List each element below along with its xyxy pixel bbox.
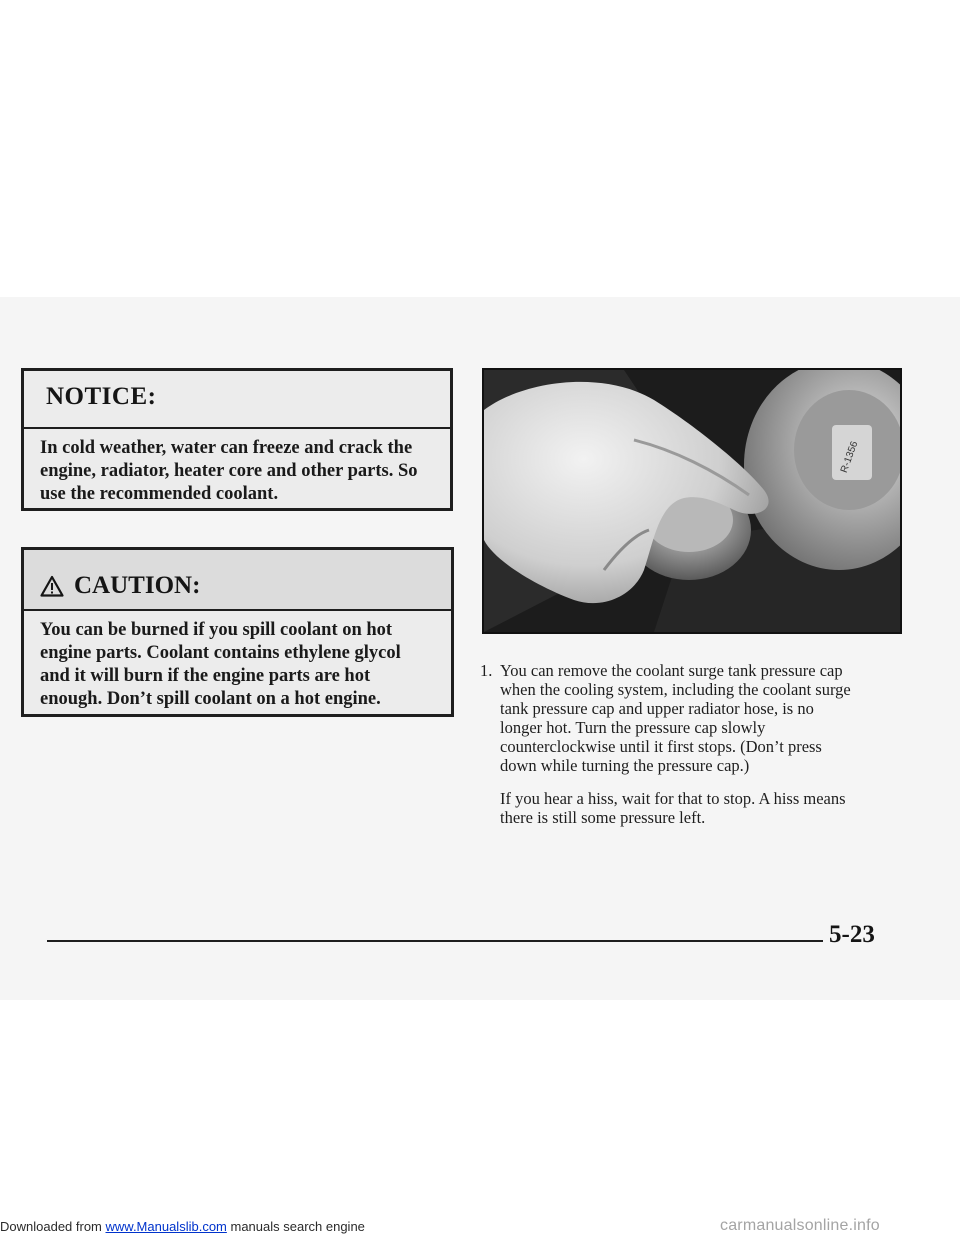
footer-suffix: manuals search engine — [226, 1219, 365, 1234]
page-number: 5-23 — [829, 921, 875, 948]
caution-line: engine parts. Coolant contains ethylene glycol — [40, 643, 401, 663]
notice-heading: NOTICE: — [24, 371, 450, 429]
caution-text — [24, 611, 451, 711]
hiss-line: If you hear a hiss, wait for that to stop. A hiss means — [500, 789, 846, 808]
instruction-steps — [480, 661, 905, 827]
step-line: counterclockwise until it first stops. (Don’t press — [500, 737, 822, 756]
step-line: tank pressure cap and upper radiator hose, is no — [500, 699, 814, 718]
step-line: when the cooling system, including the coolant surge — [500, 680, 851, 699]
hand-removing-cap-image — [484, 370, 900, 632]
step-line: longer hot. Turn the pressure cap slowly — [500, 718, 766, 737]
notice-line: use the recommended coolant. — [40, 484, 279, 504]
notice-box — [21, 368, 453, 511]
notice-text — [24, 429, 450, 506]
caution-header — [24, 550, 451, 611]
footer-rule — [47, 940, 823, 942]
caution-box — [21, 547, 454, 717]
hiss-line: there is still some pressure left. — [500, 808, 706, 827]
footer-prefix: Downloaded from — [0, 1219, 106, 1234]
step-number: 1. — [480, 661, 493, 680]
step-line: down while turning the pressure cap.) — [500, 756, 750, 775]
pressure-cap-photo — [482, 368, 902, 634]
hiss-paragraph — [500, 789, 905, 827]
notice-line: engine, radiator, heater core and other parts. So — [40, 461, 418, 481]
step-line: You can remove the coolant surge tank pressure cap — [500, 661, 843, 680]
manualslib-link[interactable]: www.Manualslib.com — [105, 1219, 227, 1234]
watermark: carmanualsonline.info — [720, 1217, 880, 1234]
caution-line: enough. Don’t spill coolant on a hot engine. — [40, 689, 381, 709]
caution-heading: CAUTION: — [74, 571, 201, 599]
caution-line: You can be burned if you spill coolant on hot — [40, 620, 393, 640]
caution-line: and it will burn if the engine parts are hot — [40, 666, 371, 686]
notice-line: In cold weather, water can freeze and crack the — [40, 438, 413, 458]
warning-triangle-icon — [40, 575, 64, 597]
cap-label: R-1356 — [838, 439, 861, 475]
step-1 — [480, 661, 905, 775]
download-footer — [0, 1219, 365, 1234]
step-text — [500, 661, 905, 775]
